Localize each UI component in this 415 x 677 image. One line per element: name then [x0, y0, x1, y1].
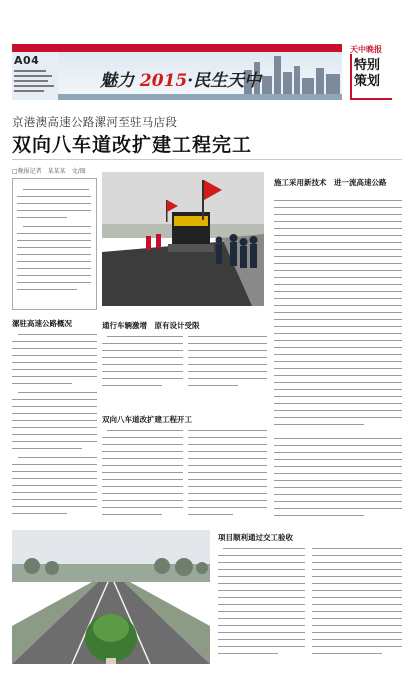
highway-photo: [12, 530, 210, 664]
divider: [12, 159, 402, 160]
paving-machine-photo: [102, 172, 264, 306]
feature-label: 特别 策划: [354, 58, 381, 89]
column-middle-text: [102, 336, 267, 396]
section-heading-1: 漯驻高速公路概况: [12, 319, 72, 328]
banner-slogan: 魅力 2015·民生天中: [100, 71, 262, 91]
page-number: A04: [14, 54, 40, 67]
section-heading-3: 施工采用新技术 进一流高速公路: [274, 178, 387, 187]
article-headline: 双向八车道改扩建工程完工: [12, 134, 253, 156]
kicker-rule: [350, 98, 392, 100]
feature-kicker: [350, 44, 402, 100]
newspaper-brand: 天中晚报: [350, 45, 382, 54]
column-right-text: [274, 200, 402, 430]
section-5-text: [218, 548, 402, 666]
column-right-lower-text: [274, 438, 402, 526]
paving-photo: [102, 172, 264, 306]
kicker-rule: [350, 54, 352, 100]
section-heading-2: 通行车辆激增 原有设计受限: [102, 321, 200, 330]
header-red-strip: [12, 44, 342, 52]
section-heading-4: 双向八车道改扩建工程开工: [102, 415, 192, 424]
header-banner: [12, 44, 342, 100]
section-heading-5: 项目顺利通过交工验收: [218, 533, 293, 542]
lead-box: [12, 178, 97, 310]
completed-highway-photo: [12, 530, 210, 664]
section-4-text: [102, 430, 267, 526]
column-left-text: [12, 334, 97, 524]
article-subtitle: 京港澳高速公路漯河至驻马店段: [12, 115, 178, 129]
byline: □晚报记者 某某某 文/图: [12, 168, 86, 175]
